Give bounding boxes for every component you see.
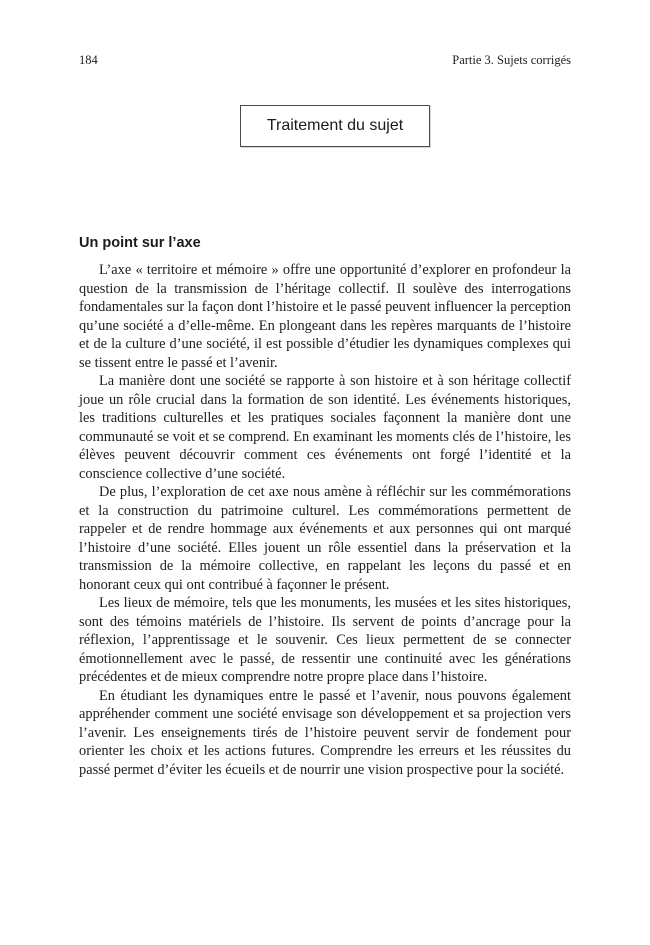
- page-number: 184: [79, 53, 98, 67]
- subsection-heading: Un point sur l’axe: [79, 235, 201, 251]
- paragraph: Les lieux de mémoire, tels que les monuments, les musées et les sites historiques, sont des témoins matériels de l’histoire. Ils servent de points d’ancrage pour la réflexion, l’apprentissage et le souvenir. Ces lieux permettent de se connecter émotionnellement avec le passé, de ressentir une continuité avec les générations précédentes et de mieux comprendre notre propre place dans l’histoire.: [79, 595, 571, 685]
- section-title: Traitement du sujet: [266, 117, 404, 134]
- paragraph: L’axe « territoire et mémoire » offre une opportunité d’explorer en profondeur la question de la transmission de l’héritage collectif. Il soulève des interrogations fondamentales sur la façon dont l’histoire et le passé peuvent influencer la perception qu’une société a d’elle-même. En plongeant dans les repères marquants de l’histoire et de la culture d’une société, il est possible d’étudier les dynamiques complexes qui se tissent entre le passé et l’avenir.: [79, 262, 571, 371]
- body-text: [79, 261, 571, 779]
- paragraph: La manière dont une société se rapporte à son histoire et à son héritage collectif joue un rôle crucial dans la formation de son identité. Les événements historiques, les traditions culturelles et les pratiques sociales façonnent la manière dont une communauté se voit et se comprend. En examinant les moments clés de l’histoire, les élèves peuvent découvrir comment ces événements ont forgé l’identité et la conscience collective d’une société.: [79, 373, 571, 482]
- section-title-box: [240, 105, 430, 147]
- running-header: Partie 3. Sujets corrigés: [452, 53, 571, 67]
- paragraph: En étudiant les dynamiques entre le passé et l’avenir, nous pouvons également appréhender comment une société envisage son développement et sa projection vers l’avenir. Les enseignements tirés de l’histoire peuvent servir de fondement pour orienter les choix et les actions futures. Comprendre les erreurs et les réussites du passé permet d’éviter les écueils et de nourrir une vision prospective pour la société.: [79, 687, 571, 778]
- paragraph: De plus, l’exploration de cet axe nous amène à réfléchir sur les commémorations et la construction du patrimoine culturel. Les commémorations permettent de rappeler et de rendre hommage aux événements et aux personnes qui ont marqué l’histoire d’une société. Elles jouent un rôle essentiel dans la préservation et la transmission de la mémoire collective, en rappelant les leçons du passé et en honorant ceux qui ont contribué à façonner le présent.: [79, 484, 571, 593]
